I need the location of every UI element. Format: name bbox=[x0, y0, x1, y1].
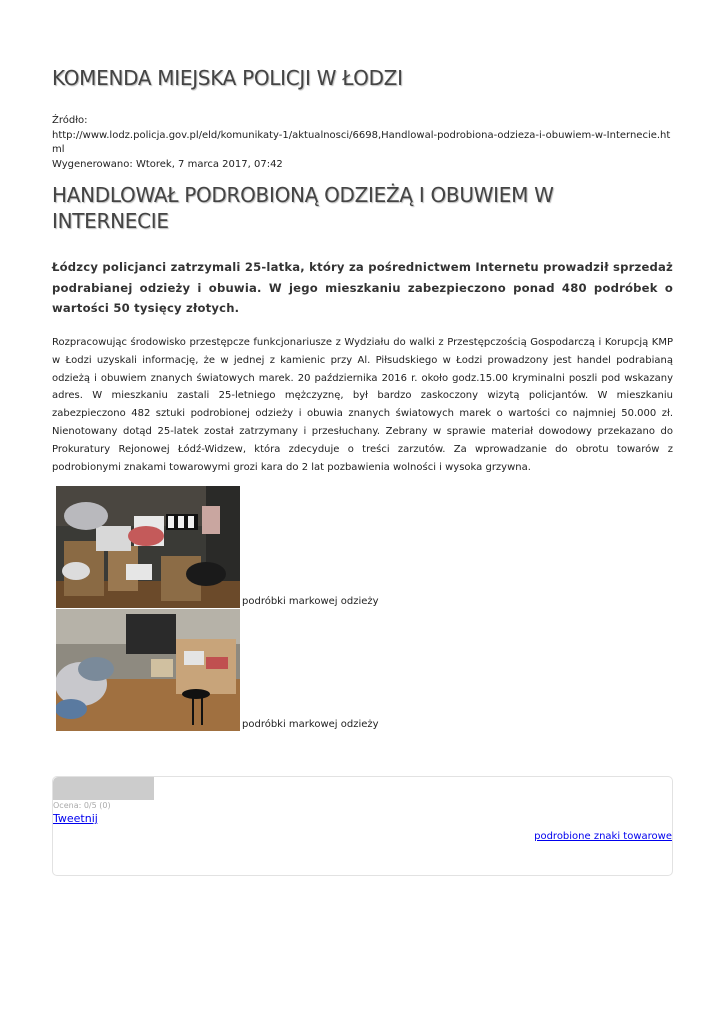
site-title: KOMENDA MIEJSKA POLICJI W ŁODZI bbox=[52, 66, 403, 90]
tweet-link[interactable]: Tweetnij bbox=[53, 812, 98, 825]
source-label: Źródło: bbox=[52, 115, 88, 126]
article-title: HANDLOWAŁ PODROBIONĄ ODZIEŻĄ I OBUWIEM W INTERNECIE bbox=[52, 183, 554, 233]
article-body: Rozpracowując środowisko przestępcze funkcjonariusze z Wydziału do walki z Przestępczością Gospodarczą i Korupcją KMP w Łodzi uzyskali informację, że w jednej z kamienic przy Al. Piłsudskiego w Łodzi prowadzony jest handel podrabianą odzieżą i obuwiem znanych światowych marek. 20 października 2016 r. około godz.15.00 kryminalni poszli pod wskazany adres. W mieszkaniu zastali 25-letniego mężczyznę, był bardzo zaskoczony wizytą policjantów. W mieszkaniu zabezpieczono 482 sztuki podrobionej odzieży i obuwia znanych światowych marek o wartości co najmniej 50.000 zł. Nienotowany dotąd 25-latek został zatrzymany i przesłuchany. Zebrany w sprawie materiał dowodowy przekazano do Prokuratury Rejonowej Łódź-Widzew, która zdecyduje o treści zarzutów. Za wprowadzanie do obrotu towarów z podrobionymi znakami towarowymi grozi kara do 2 lat pozbawienia wolności i wysoka grzywna. bbox=[52, 337, 673, 473]
rating-stars[interactable] bbox=[53, 777, 154, 800]
source-url: http://www.lodz.policja.gov.pl/eld/komunikaty-1/aktualnosci/6698,Handlowal-podrobiona-odzieza-i-obuwiem-w-Internecie.html bbox=[52, 129, 671, 155]
tag-link[interactable]: podrobione znaki towarowe bbox=[534, 831, 672, 842]
counterfeit-goods-photo[interactable] bbox=[56, 609, 240, 731]
article-figure bbox=[56, 486, 386, 608]
rating-text: Ocena: 0/5 (0) bbox=[53, 801, 111, 810]
figure-caption: podróbki markowej odzieży bbox=[242, 596, 379, 607]
figure-caption: podróbki markowej odzieży bbox=[242, 719, 379, 730]
source-meta bbox=[52, 114, 673, 172]
article-figure bbox=[56, 609, 386, 731]
counterfeit-goods-photo[interactable] bbox=[56, 486, 240, 608]
generated-timestamp: Wygenerowano: Wtorek, 7 marca 2017, 07:42 bbox=[52, 158, 283, 170]
article-lead: Łódzcy policjanci zatrzymali 25-latka, który za pośrednictwem Internetu prowadził sprzedaż podrabianej odzieży i obuwia. W jego mieszkaniu zabezpieczono ponad 480 podróbek o wartości 50 tysięcy złotych. bbox=[52, 260, 673, 315]
rating-share-widget bbox=[52, 776, 673, 876]
